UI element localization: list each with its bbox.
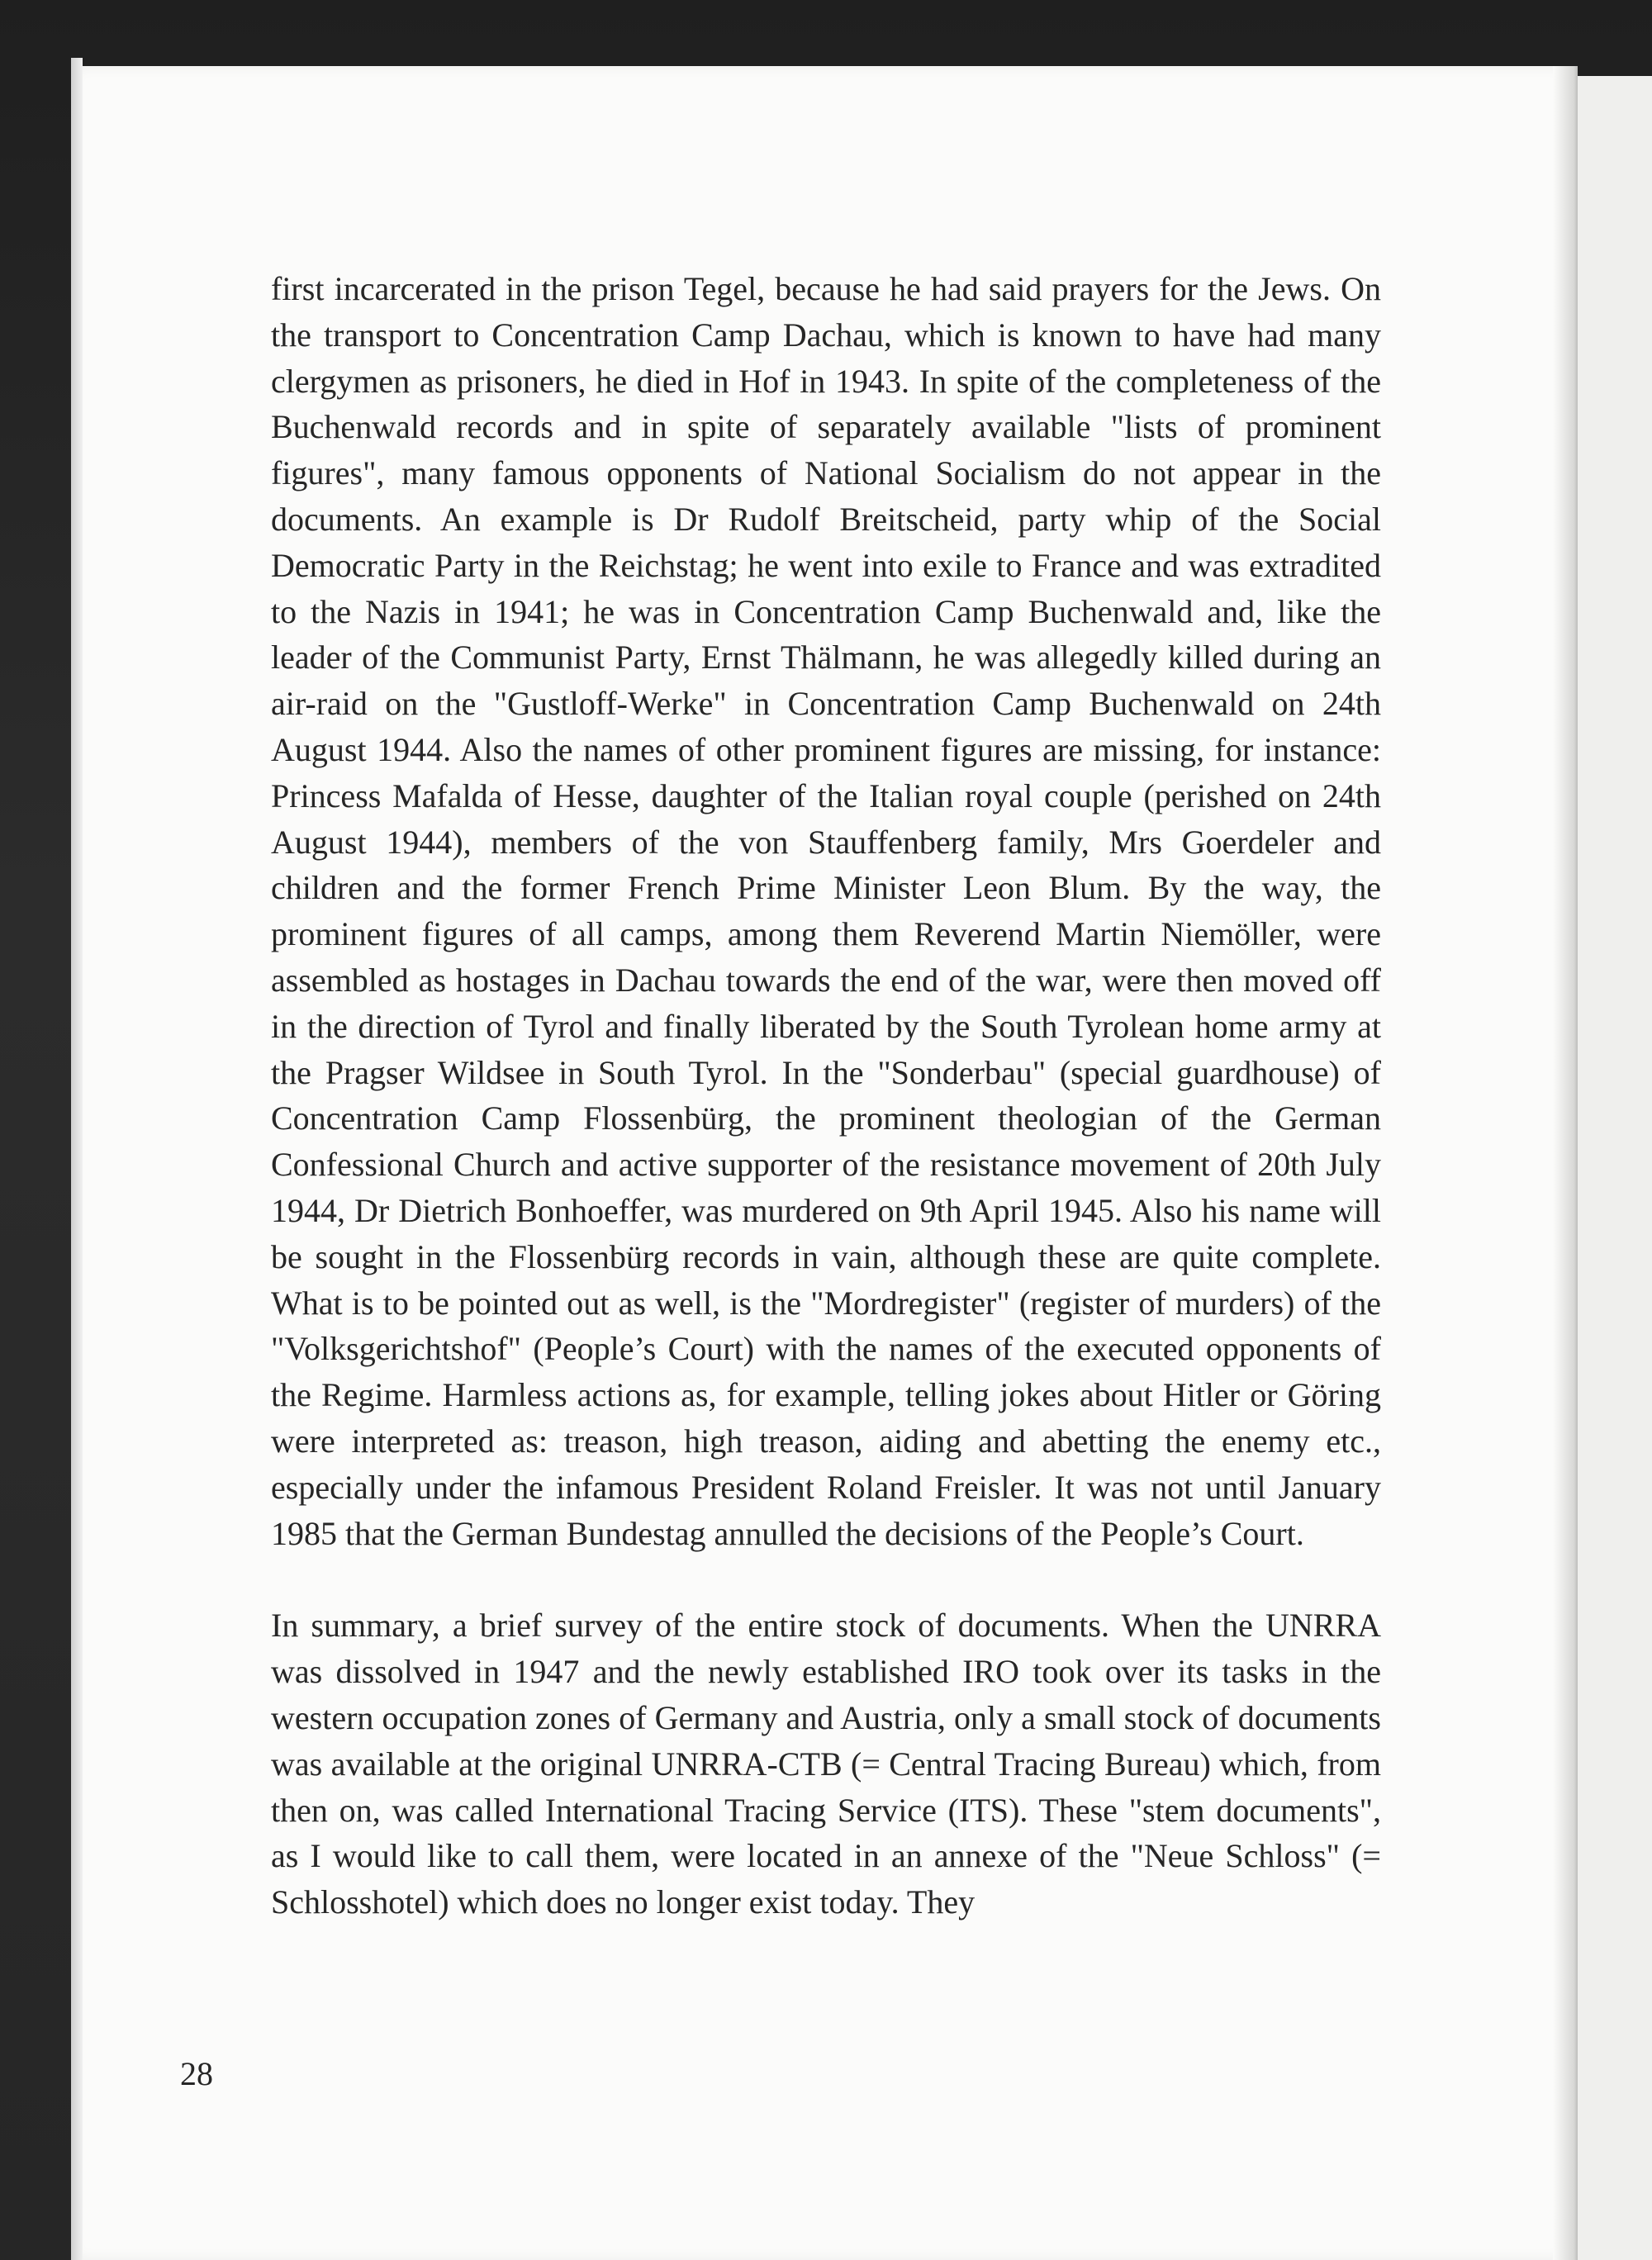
paragraph-1: first incarcerated in the prison Tegel, because he had said prayers for the Jews. On the transport to Concentration Camp Dachau, which is known to have had many clergymen as prisoners, he died in Hof in 1943. In spite of the completeness of the Buchenwald records and in spite of separately available "lists of prominent figures", many famous opponents of National Socialism do not appear in the documents. An example is Dr Rudolf Breitscheid, party whip of the Social Democratic Party in the Reichstag; he went into exile to France and was extradited to the Nazis in 1941; he was in Concentration Camp Buchenwald and, like the leader of the Communist Party, Ernst Thälmann, he was allegedly killed during an air-raid on the "Gustloff-Werke" in Concentration Camp Buchenwald on 24th August 1944. Also the names of other prominent figures are missing, for instance: Princess Mafalda of Hesse, daughter of the Italian royal couple (perished on 24th August 1944), members of the von Stauffenberg family, Mrs Goerdeler and children and the former French Prime Minister Leon Blum. By the way, the prominent figures of all camps, among them Reverend Martin Niemöller, were assembled as hostages in Dachau towards the end of the war, were then moved off in the direction of Tyrol and finally liberated by the South Tyrolean home army at the Pragser Wildsee in South Tyrol. In the "Sonderbau" (special guardhouse) of Concentration Camp Flossenbürg, the prominent theologian of the German Confessional Church and active supporter of the resistance movement of 20th July 1944, Dr Dietrich Bonhoeffer, was murdered on 9th April 1945. Also his name will be sought in the Flossenbürg records in vain, although these are quite complete. What is to be pointed out as well, is the "Mordregister" (register of murders) of the "Volksgerichtshof" (People’s Court) with the names of the executed opponents of the Regime. Harmless actions as, for example, telling jokes about Hitler or Göring were interpreted as: treason, high treason, aiding and abetting the enemy etc., especially under the infamous President Roland Freisler. It was not until January 1985 that the German Bundestag annulled the decisions of the People’s Court. xyxy=(271,270,1381,1552)
adjacent-page-edge xyxy=(1578,76,1652,2260)
page-left-edge xyxy=(71,58,83,2260)
body-text xyxy=(271,266,1381,1925)
page-gutter-shadow xyxy=(1553,66,1578,2260)
page-number: 28 xyxy=(180,2055,213,2092)
paragraph-2: In summary, a brief survey of the entire stock of documents. When the UNRRA was dissolved in 1947 and the newly established IRO took over its tasks in the western occupation zones of Germany and Austria, only a small stock of documents was available at the original UNRRA-CTB (= Central Tracing Bureau) which, from then on, was called International Tracing Service (ITS). These "stem documents", as I would like to call them, were located in an annexe of the "Neue Schloss" (= Schlosshotel) which does no longer exist today. They xyxy=(271,1607,1381,1921)
